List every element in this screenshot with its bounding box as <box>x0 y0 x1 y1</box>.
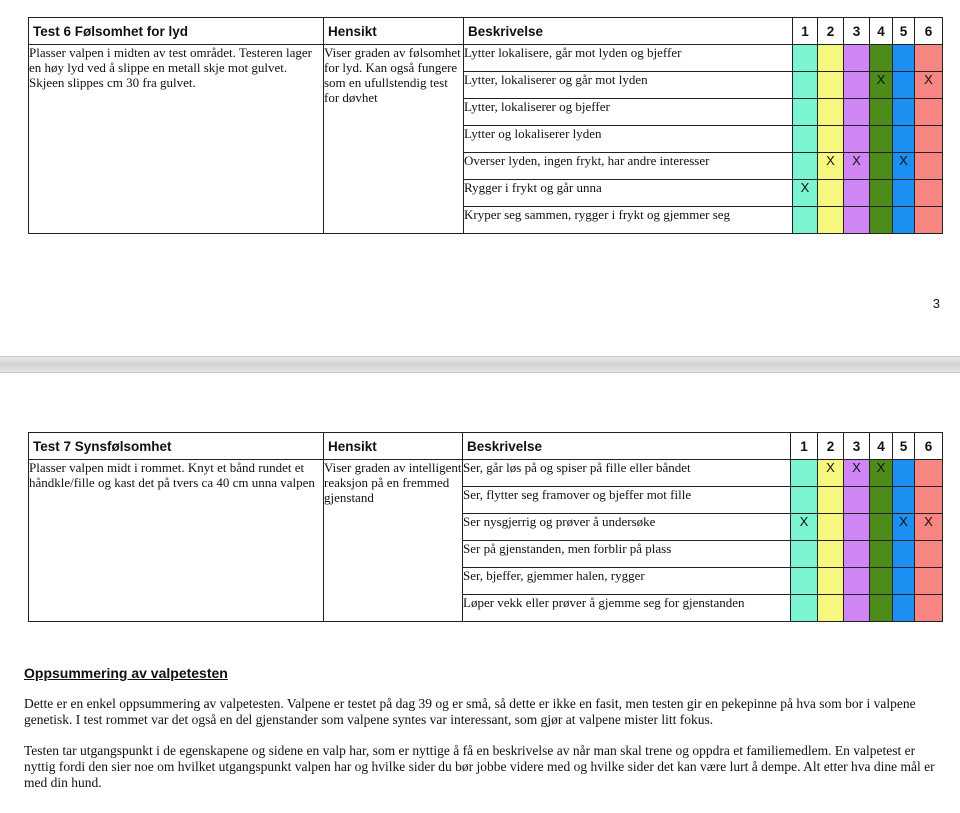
test6-score-cell-5 <box>893 72 915 99</box>
page-number: 3 <box>932 296 940 311</box>
test6-score-cell-2 <box>818 72 844 99</box>
test6-score-cell-1: X <box>793 180 818 207</box>
test7-row-description: Ser, flytter seg framover og bjeffer mot fille <box>463 487 791 514</box>
test7-score-cell-1 <box>791 487 818 514</box>
test7-instruction: Plasser valpen midt i rommet. Knyt et bånd rundet et håndkle/fille og kast det på tvers ca 40 cm unna valpen <box>29 460 324 622</box>
test7-title: Test 7 Synsfølsomhet <box>29 433 324 460</box>
test6-score-cell-4 <box>870 153 893 180</box>
test6-row-description: Overser lyden, ingen frykt, har andre interesser <box>464 153 793 180</box>
test6-score-cell-2: X <box>818 153 844 180</box>
test6-score-cell-6 <box>915 180 943 207</box>
test7-score-cell-4 <box>870 541 893 568</box>
test6-row-description: Lytter og lokaliserer lyden <box>464 126 793 153</box>
test6-description-header: Beskrivelse <box>464 18 793 45</box>
table-row <box>29 45 943 72</box>
test6-score-cell-5 <box>893 207 915 234</box>
test7-table <box>28 432 943 622</box>
test7-score-cell-6 <box>915 595 943 622</box>
test6-score-header-2: 2 <box>818 18 844 45</box>
test6-score-cell-6 <box>915 126 943 153</box>
test7-score-cell-4 <box>870 595 893 622</box>
test6-score-cell-1 <box>793 99 818 126</box>
test7-score-cell-4 <box>870 514 893 541</box>
test7-score-header-4: 4 <box>870 433 893 460</box>
test7-score-cell-6 <box>915 460 943 487</box>
test7-score-header-6: 6 <box>915 433 943 460</box>
test7-score-cell-1 <box>791 595 818 622</box>
test7-score-cell-5 <box>893 568 915 595</box>
test7-score-cell-3: X <box>844 460 870 487</box>
test6-score-cell-4 <box>870 126 893 153</box>
test6-score-cell-3 <box>844 126 870 153</box>
test6-score-cell-1 <box>793 72 818 99</box>
test6-score-header-4: 4 <box>870 18 893 45</box>
test7-score-cell-3 <box>844 595 870 622</box>
test6-score-cell-3 <box>844 45 870 72</box>
test7-score-cell-6 <box>915 568 943 595</box>
test7-score-header-2: 2 <box>818 433 844 460</box>
test6-score-cell-3 <box>844 207 870 234</box>
test6-row-description: Lytter lokalisere, går mot lyden og bjeffer <box>464 45 793 72</box>
test7-score-cell-5 <box>893 595 915 622</box>
summary-paragraph-1: Dette er en enkel oppsummering av valpetesten. Valpene er testet på dag 39 og er små, så dette er ikke en fasit, men testen gir en pekepinne på hva som bor i valpene genetisk. I test rommet var det også en del gjenstander som valpene syntes var interessant, som gjør at valpene mister litt fokus. <box>24 696 916 727</box>
test7-purpose: Viser graden av intelligent reaksjon på en fremmed gjenstand <box>324 460 463 622</box>
test6-score-cell-6 <box>915 207 943 234</box>
test6-row-description: Kryper seg sammen, rygger i frykt og gjemmer seg <box>464 207 793 234</box>
test6-score-cell-4 <box>870 45 893 72</box>
test6-row-description: Lytter, lokaliserer og går mot lyden <box>464 72 793 99</box>
test7-score-cell-3 <box>844 541 870 568</box>
test6-score-cell-5 <box>893 45 915 72</box>
test6-row-description: Rygger i frykt og går unna <box>464 180 793 207</box>
test7-score-header-3: 3 <box>844 433 870 460</box>
test6-score-cell-3 <box>844 72 870 99</box>
test7-score-cell-5 <box>893 487 915 514</box>
test6-score-cell-4 <box>870 207 893 234</box>
test6-score-cell-5 <box>893 99 915 126</box>
test6-score-cell-4 <box>870 99 893 126</box>
test6-score-cell-3: X <box>844 153 870 180</box>
test6-score-header-6: 6 <box>915 18 943 45</box>
test7-score-cell-6: X <box>915 514 943 541</box>
test6-score-cell-1 <box>793 126 818 153</box>
test7-score-cell-2 <box>818 487 844 514</box>
test7-row-description: Ser nysgjerrig og prøver å undersøke <box>463 514 791 541</box>
test7-row-description: Ser, går løs på og spiser på fille eller båndet <box>463 460 791 487</box>
test6-score-cell-6: X <box>915 72 943 99</box>
test6-score-cell-2 <box>818 99 844 126</box>
page-bottom <box>0 373 960 813</box>
test7-score-cell-3 <box>844 514 870 541</box>
test6-score-cell-1 <box>793 207 818 234</box>
test6-score-cell-4 <box>870 180 893 207</box>
test7-score-cell-3 <box>844 487 870 514</box>
summary-heading: Oppsummering av valpetesten <box>24 665 228 681</box>
test6-score-cell-6 <box>915 45 943 72</box>
test6-purpose-header: Hensikt <box>324 18 464 45</box>
test6-score-cell-3 <box>844 180 870 207</box>
test7-row-description: Ser, bjeffer, gjemmer halen, rygger <box>463 568 791 595</box>
test6-title: Test 6 Følsomhet for lyd <box>29 18 324 45</box>
test6-score-cell-2 <box>818 207 844 234</box>
test6-score-header-5: 5 <box>893 18 915 45</box>
test7-header-row <box>29 433 943 460</box>
test6-score-cell-1 <box>793 153 818 180</box>
test7-score-cell-1: X <box>791 514 818 541</box>
test7-score-cell-6 <box>915 487 943 514</box>
test6-score-header-3: 3 <box>844 18 870 45</box>
test7-score-cell-5 <box>893 460 915 487</box>
test7-score-cell-4: X <box>870 460 893 487</box>
test7-score-cell-2 <box>818 568 844 595</box>
test7-score-cell-1 <box>791 460 818 487</box>
test6-score-cell-5 <box>893 180 915 207</box>
test7-score-cell-2: X <box>818 460 844 487</box>
test7-score-header-1: 1 <box>791 433 818 460</box>
test6-score-cell-3 <box>844 99 870 126</box>
test6-score-cell-2 <box>818 126 844 153</box>
test7-score-cell-1 <box>791 568 818 595</box>
test6-table <box>28 17 943 234</box>
test7-purpose-header: Hensikt <box>324 433 463 460</box>
test7-row-description: Løper vekk eller prøver å gjemme seg for gjenstanden <box>463 595 791 622</box>
test7-row-description: Ser på gjenstanden, men forblir på plass <box>463 541 791 568</box>
test6-score-cell-2 <box>818 180 844 207</box>
test7-score-cell-2 <box>818 541 844 568</box>
test6-row-description: Lytter, lokaliserer og bjeffer <box>464 99 793 126</box>
test7-score-cell-1 <box>791 541 818 568</box>
test6-instruction: Plasser valpen i midten av test området. Testeren lager en høy lyd ved å slippe en metall skje mot gulvet. Skjeen slippes cm 30 fra gulvet. <box>29 45 324 234</box>
test7-score-cell-5: X <box>893 514 915 541</box>
test6-score-cell-6 <box>915 99 943 126</box>
test7-score-cell-4 <box>870 487 893 514</box>
page-top <box>0 0 960 356</box>
test7-score-cell-2 <box>818 595 844 622</box>
test7-score-cell-5 <box>893 541 915 568</box>
test7-description-header: Beskrivelse <box>463 433 791 460</box>
test6-purpose: Viser graden av følsomhet for lyd. Kan også fungere som en ufullstendig test for døvhet <box>324 45 464 234</box>
test6-score-cell-6 <box>915 153 943 180</box>
test6-score-cell-4: X <box>870 72 893 99</box>
test7-score-header-5: 5 <box>893 433 915 460</box>
test6-score-header-1: 1 <box>793 18 818 45</box>
test7-score-cell-3 <box>844 568 870 595</box>
test6-score-cell-2 <box>818 45 844 72</box>
page-separator <box>0 356 960 373</box>
test7-score-cell-6 <box>915 541 943 568</box>
test6-score-cell-5 <box>893 126 915 153</box>
table-row <box>29 460 943 487</box>
test6-header-row <box>29 18 943 45</box>
test6-score-cell-5: X <box>893 153 915 180</box>
test7-score-cell-2 <box>818 514 844 541</box>
summary-paragraph-2: Testen tar utgangspunkt i de egenskapene og sidene en valp har, som er nyttige å få en beskrivelse av når man skal trene og oppdra et familiemedlem. En valpetest er nyttig fordi den sier noe om hvilket utgangspunkt valpen har og hvilke sider du bør jobbe videre med og hvilke sider det kan være lurt å dempe. Alt etter hva dine mål er med din hund. <box>24 743 935 790</box>
test6-score-cell-1 <box>793 45 818 72</box>
test7-score-cell-4 <box>870 568 893 595</box>
